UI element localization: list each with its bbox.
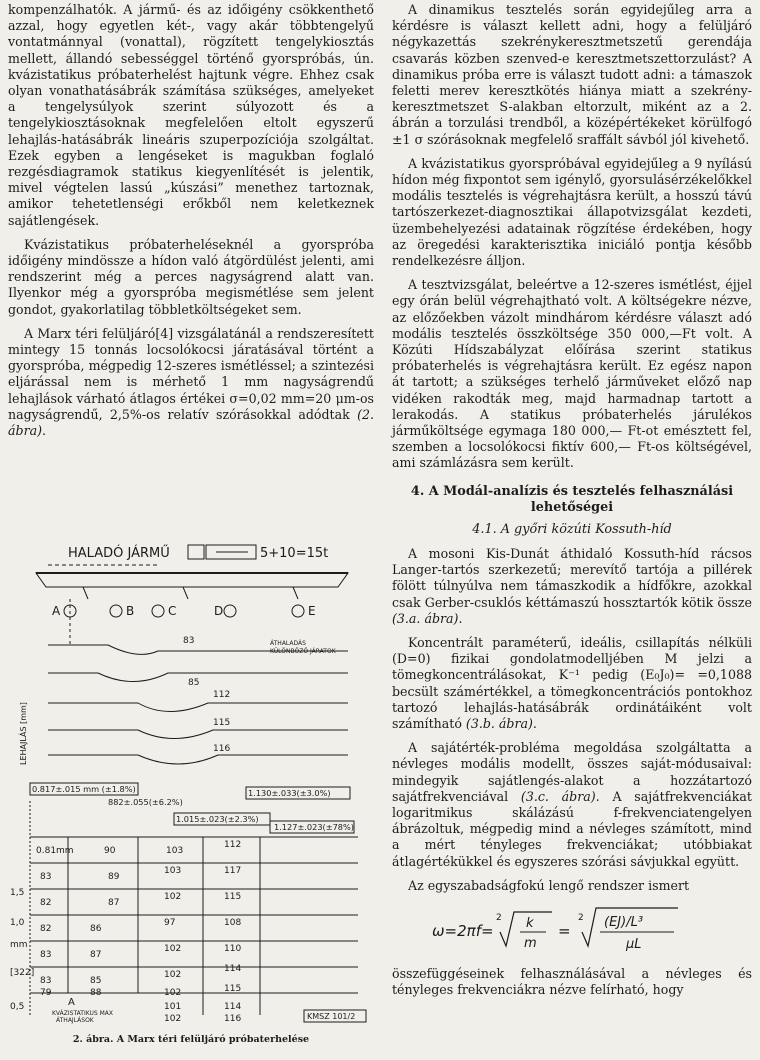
svg-text:(EJ)/L³: (EJ)/L³: [604, 914, 644, 930]
svg-text:ω=2πf=: ω=2πf=: [432, 921, 494, 940]
bracket-values: [30, 783, 354, 1015]
paragraph: összefüggéseinek felhasználásával a névleges és tényleges frekvenciákra nézve felírható, hogy: [392, 965, 752, 998]
svg-text:ÁTHAJLÁSOK: ÁTHAJLÁSOK: [56, 1017, 94, 1024]
svg-text:83: 83: [40, 872, 52, 882]
svg-text:KVÁZISTATIKUS MAX: KVÁZISTATIKUS MAX: [52, 1010, 113, 1017]
svg-text:108: 108: [224, 918, 242, 928]
paragraph: Az egyszabadságfokú lengő rendszer ismert: [408, 877, 690, 893]
svg-text:110: 110: [224, 944, 242, 954]
paragraph: kompenzálhatók. A jármű- és az időigény csökkenthető azzal, hogy egyetlen két-, vagy akár többtengelyű vontatmánnyal (vonattal), rögzített tengelykiosztás mellett, állandó sebességgel történő gyorspróbás, ún. kvázistatikus próbaterhelést hajtunk végre. Ehhez csak olyan vonathatásábrák számítása szükséges, amelyeket a tengelysúlyok szerint súlyozott és a tengelykiosztásoknak megfelelően eltolt egyszerű lehajlás-hatásábrák lineáris szuperpozíciója szolgáltat. Ezek egyben a lengéseket is magukban foglaló rezgésdiagramok statikus kiegyenlítését is jelentik, mivel végtelen lassú „kúszási” menethez tartoznak, amikor tehetetlenségi erőkből nem keletkeznek sajátlengések.: [8, 2, 374, 228]
figure-marx-bridge: [8, 525, 374, 1025]
svg-text:KÜLÖNBÖZŐ JÁRATOK: KÜLÖNBÖZŐ JÁRATOK: [270, 648, 336, 655]
svg-text:D: D: [214, 604, 224, 618]
svg-text:115: 115: [213, 718, 231, 728]
svg-text:117: 117: [224, 866, 242, 876]
svg-text:2: 2: [496, 912, 502, 923]
figure-reference: (2. ábra): [8, 406, 374, 439]
left-column: [8, 2, 374, 447]
figure-reference: (3.c. ábra): [520, 788, 596, 804]
svg-text:83: 83: [183, 636, 195, 646]
vehicle-icon: [188, 545, 256, 559]
svg-text:ÁTHALADÁS: ÁTHALADÁS: [270, 640, 306, 647]
paragraph: A mosoni Kis-Dunát áthidaló Kossuth-híd rácsos Langer-tartós szerkezetű; merevítő tartója a pillérek fölött túlnyúlva nem támaszkodik a hídfőkre, azokkal csak Gerber-csuklós kéttámaszú hossztartók kötik össze (3.a. ábra).: [392, 545, 752, 626]
svg-text:E: E: [308, 604, 316, 618]
svg-text:90: 90: [104, 846, 116, 856]
svg-text:103: 103: [166, 846, 184, 856]
svg-text:103: 103: [164, 866, 182, 876]
svg-text:1.015±.023(±2.3%): 1.015±.023(±2.3%): [176, 814, 259, 824]
svg-text:114: 114: [224, 964, 242, 974]
bottom-point-label: A: [68, 997, 75, 1008]
svg-text:2: 2: [578, 912, 584, 923]
svg-text:87: 87: [108, 898, 120, 908]
svg-text:μL: μL: [626, 936, 642, 952]
svg-text:102: 102: [164, 970, 182, 980]
deflection-curves: [48, 636, 348, 764]
data-table: [30, 837, 358, 1024]
paragraph: A dinamikus tesztelés során egyidejűleg arra a kérdésre is választ kellett adni, hogy a felüljáró négykazettás szekrénykeresztmetszetű gerendája csavarás közben szenved-e keresztmetszettorzulást? A dinamikus próba erre is választ tudott adni: a támaszok feletti merev keresztkötés hiánya miatt a szekrény-keresztmetszet S-alakban eltorzult, miként az a 2. ábrán a torzulási trendből, a középértékeket körülfogó ±1 σ szórásoknak megfelelő sraffált sávból jól kivehető.: [392, 2, 752, 147]
bridge-girder: [36, 573, 348, 599]
vehicle-label: HALADÓ JÁRMŰ: [68, 546, 170, 561]
svg-text:102: 102: [164, 944, 182, 954]
svg-text:86: 86: [90, 924, 102, 934]
svg-text:102: 102: [164, 988, 182, 998]
svg-text:89: 89: [108, 872, 120, 882]
figure-reference: (3.a. ábra): [392, 610, 459, 626]
svg-text:87: 87: [90, 950, 102, 960]
svg-text:85: 85: [188, 678, 200, 688]
svg-text:882±.055(±6.2%): 882±.055(±6.2%): [108, 797, 183, 807]
svg-text:0.81mm: 0.81mm: [36, 846, 74, 856]
svg-text:82: 82: [40, 924, 52, 934]
svg-text:1,5: 1,5: [10, 888, 25, 898]
svg-text:114: 114: [224, 1002, 242, 1012]
right-column: [392, 2, 752, 1006]
svg-text:112: 112: [224, 840, 242, 850]
stamp: KMSZ 101/2: [307, 1012, 356, 1021]
paragraph: A Marx téri felüljáró[4] vizsgálatánál a rendszeresített mintegy 15 tonnás locsolókocsi járatásával történt a gyorspróba, mégpedig 12-szeres ismétléssel; a szintezési eljárással nem is mérhető 1 mm nagyságrendű lehajlások várható átlagos értékei σ=0,02 mm=20 μm-os nagyságrendű, 2,5%-os relatív szórásokkal adódtak (2. ábra).: [8, 325, 374, 439]
svg-text:112: 112: [213, 690, 231, 700]
subsection-heading: 4.1. A győri közúti Kossuth-híd: [472, 521, 672, 537]
svg-text:116: 116: [213, 744, 231, 754]
paragraph: A tesztvizsgálat, beleértve a 12-szeres ismétlést, éjjel egy órán belül végrehajtható volt. A költségekre nézve, az előzőekben vázolt mindhárom kérdésre választ adó modális tesztelés összköltsége 350 000,—Ft volt. A Közúti Hídszabályzat előírása szerint statikus próbaterhelés is végrehajtásra került. Ez egész napon át tartott; a szükséges terhelő járműveket előző nap vidéken rakodták meg, majd harmadnap tartott a lerakodás. A statikus próbaterhelés járulékos járműköltsége egymaga 180 000,— Ft-ot emésztett fel, szemben a locsolókocsi fiktív 600,— Ft-os költségével, ami számlázásra sem került.: [392, 277, 752, 471]
paragraph: A sajátérték-probléma megoldása szolgáltatta a névleges modális modellt, összes saját-módusaival: mindegyik sajátlengés-alakot a hozzátartozó sajátfrekvenciával (3.c. ábra). A sajátfrekvenciákat logaritmikus skálázású f-frekvenciatengelyen ábrázoltuk, mégpedig mind a névleges számított, mind a mért tényleges frekvenciákat; utóbbiakat átlagértékükkel és egyszeres szórási sávjukkal együtt.: [392, 740, 752, 869]
svg-text:116: 116: [224, 1014, 242, 1024]
svg-text:0,5: 0,5: [10, 1002, 25, 1012]
svg-text:83: 83: [40, 950, 52, 960]
svg-text:C: C: [168, 604, 177, 618]
svg-text:115: 115: [224, 984, 242, 994]
svg-text:B: B: [126, 604, 135, 618]
paragraph: Kvázistatikus próbaterheléseknél a gyorspróba időigény mindössze a hídon való átgördülést jelenti, ami rendszerint még a perces nagyságrend alatt van. Ilyenkor még a gyorspróba megismétlése sem jelent gondot, gyakorlatilag többletköltségeket sem.: [8, 236, 374, 317]
svg-text:102: 102: [164, 892, 182, 902]
svg-text:102: 102: [164, 1014, 182, 1024]
load-label: 5+10=15t: [260, 546, 329, 561]
paragraph: A kvázistatikus gyorspróbával egyidejűleg a 9 nyílású hídon még fixpontot sem igénylő, gyorsulásérzékelőkkel modális tesztelés is végrehajtásra került, a hosszú távú tartószerkezet-diagnosztikai állapotvizsgálat kezdeti, üzembehelyezési adatainak rögzítése érdekében, hogy az öregedési karakterisztika iniciáló pontja később rendelkezésre álljon.: [392, 155, 752, 269]
svg-text:m: m: [524, 935, 537, 951]
svg-text:88: 88: [90, 988, 102, 998]
svg-text:=: =: [558, 921, 571, 940]
svg-text:A: A: [52, 604, 61, 618]
box-label: [322]: [10, 968, 35, 978]
svg-text:82: 82: [40, 898, 52, 908]
svg-text:mm: mm: [10, 940, 28, 950]
svg-text:101: 101: [164, 1002, 182, 1012]
svg-text:1.130±.033(±3.0%): 1.130±.033(±3.0%): [248, 788, 331, 798]
figure-reference: (3.b. ábra): [465, 715, 533, 731]
svg-text:0.817±.015 mm (±1.8%): 0.817±.015 mm (±1.8%): [32, 784, 136, 794]
svg-text:1.127±.023(±78%): 1.127±.023(±78%): [274, 822, 354, 832]
svg-text:85: 85: [90, 976, 102, 986]
svg-text:79: 79: [40, 988, 52, 998]
paragraph: Koncentrált paraméterű, ideális, csillapítás nélküli (D=0) fizikai gondolatmodelljében M jelzi a tömegkoncentrálásokat, K⁻¹ pedig (E₀J₀)= =0,1088 becsült számértékkel, a tömegkoncentrációs pontokhoz tartozó lehajlás-hatásábrák ordinátáiként volt számítható (3.b. ábra).: [392, 634, 752, 731]
svg-text:83: 83: [40, 976, 52, 986]
figure-caption: 2. ábra. A Marx téri felüljáró próbaterhelése: [72, 1034, 310, 1045]
section-heading: 4. A Modál-analízis és tesztelés felhasználási lehetőségei: [410, 483, 734, 515]
svg-text:k: k: [526, 915, 534, 931]
svg-text:97: 97: [164, 918, 176, 928]
axis-label: LEHAJLÁS [mm]: [19, 702, 28, 765]
svg-text:1,0: 1,0: [10, 918, 25, 928]
formula: [392, 902, 752, 962]
svg-text:115: 115: [224, 892, 242, 902]
